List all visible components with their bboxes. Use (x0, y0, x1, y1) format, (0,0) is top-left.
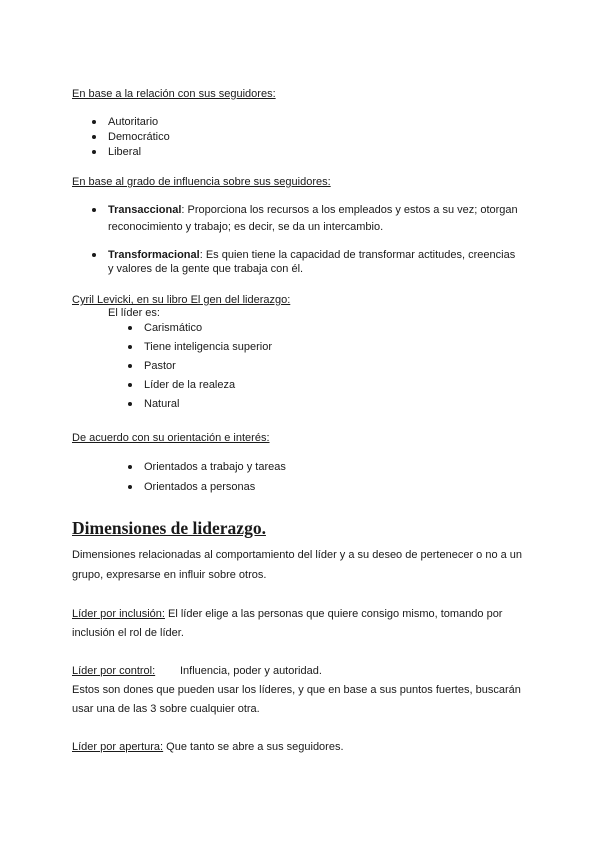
control-label: Líder por control: (72, 665, 156, 677)
bullet-icon (92, 253, 96, 257)
control-line: usar una de las 3 sobre cualquier otra. (72, 703, 260, 715)
heading-levicki: Cyril Levicki, en su libro El gen del liderazgo: (72, 294, 291, 306)
bullet-icon (128, 402, 132, 406)
list-item: Orientados a trabajo y tareas (144, 461, 286, 473)
list-item: Pastor (144, 360, 176, 372)
apertura-text: Que tanto se abre a sus seguidores. (163, 741, 344, 753)
inclusion-continuation: inclusión el rol de líder. (72, 627, 184, 639)
control-text: Influencia, poder y autoridad. (180, 665, 322, 677)
list-item-continuation: y valores de la gente que trabaja con él. (108, 263, 304, 275)
inclusion-text: El líder elige a las personas que quiere consigo mismo, tomando por (164, 608, 503, 620)
list-item: Orientados a personas (144, 481, 256, 493)
list-item: Tiene inteligencia superior (144, 341, 272, 353)
bullet-icon (128, 326, 132, 330)
heading-influencia: En base al grado de influencia sobre sus seguidores: (72, 176, 331, 188)
term-transaccional: Transaccional (108, 204, 182, 216)
bullet-icon (128, 345, 132, 349)
term-transformacional: Transformacional (108, 249, 200, 261)
inclusion-label: Líder por inclusión: (72, 608, 165, 620)
bullet-icon (92, 150, 96, 154)
heading-orientacion: De acuerdo con su orientación e interés: (72, 432, 270, 444)
list-item-transaccional (108, 204, 518, 216)
intro-line: Dimensiones relacionadas al comportamiento del líder y a su deseo de pertenecer o no a un (72, 549, 523, 561)
list-item-continuation: reconocimiento y trabajo; es decir, se da un intercambio. (108, 221, 384, 233)
text-transaccional: : Proporciona los recursos a los empleados y estos a su vez; otorgan (181, 204, 518, 216)
control-line: Estos son dones que pueden usar los líderes, y que en base a sus puntos fuertes, buscarán (72, 684, 521, 696)
list-item: Autoritario (108, 116, 159, 128)
bullet-icon (128, 485, 132, 489)
levicki-intro: El líder es: (108, 307, 160, 319)
text-transformacional: : Es quien tiene la capacidad de transformar actitudes, creencias (199, 249, 516, 261)
apertura-label: Líder por apertura: (72, 741, 164, 753)
list-item: Democrático (108, 131, 170, 143)
heading-relacion: En base a la relación con sus seguidores: (72, 88, 276, 100)
bullet-icon (128, 383, 132, 387)
bullet-icon (128, 465, 132, 469)
bullet-icon (128, 364, 132, 368)
list-item: Líder de la realeza (144, 379, 236, 391)
bullet-icon (92, 208, 96, 212)
page-title: Dimensiones de liderazgo. (72, 518, 266, 538)
list-item: Liberal (108, 146, 142, 158)
list-item-transformacional (108, 249, 515, 261)
inclusion-paragraph (72, 608, 502, 620)
bullet-icon (92, 120, 96, 124)
list-item: Carismático (144, 322, 203, 334)
bullet-icon (92, 135, 96, 139)
apertura-paragraph (72, 741, 344, 753)
list-item: Natural (144, 398, 180, 410)
intro-line: grupo, expresarse en influir sobre otros. (72, 569, 267, 581)
